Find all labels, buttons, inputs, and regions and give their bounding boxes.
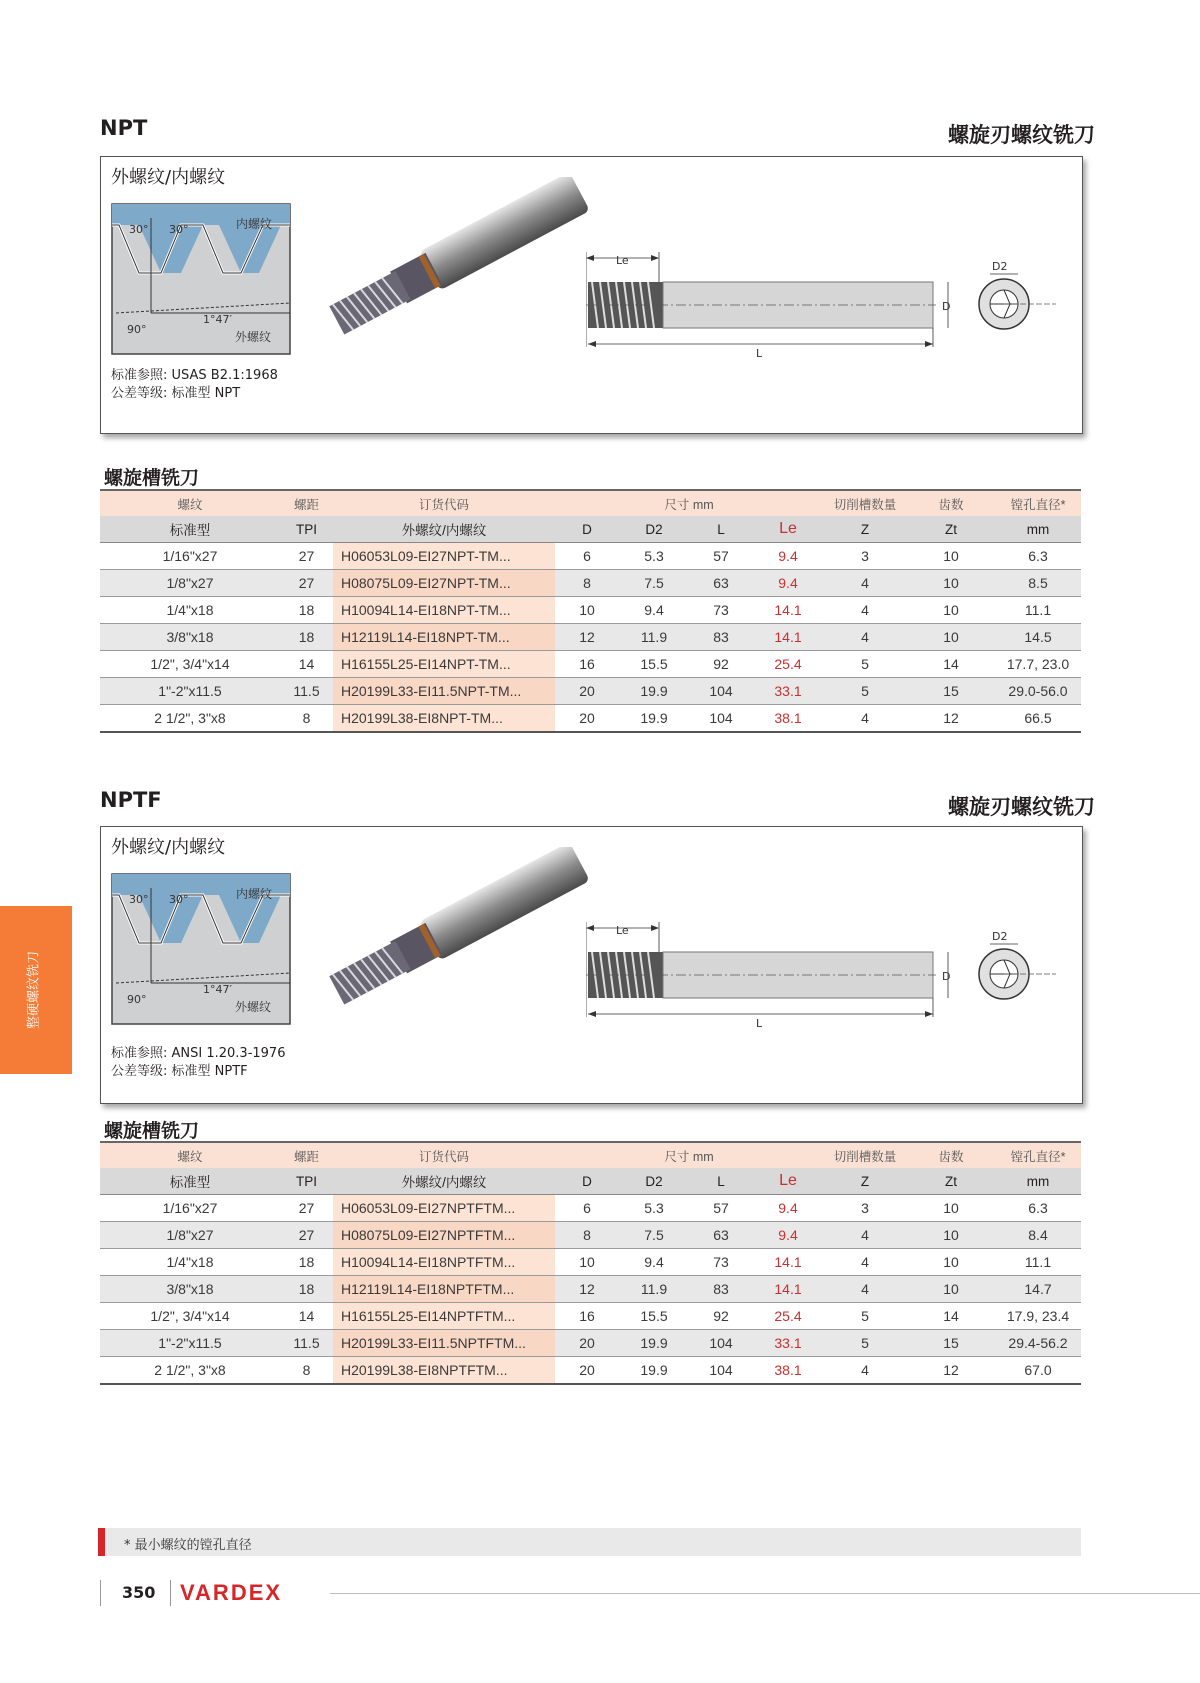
brand-logo: VARDEX: [180, 1580, 283, 1605]
footer-rule: [330, 1593, 1200, 1594]
header-teeth: 齿数: [907, 490, 995, 516]
table-row: [100, 678, 1081, 705]
subheader-mm: mm: [995, 1168, 1081, 1195]
subheader-z: Z: [823, 1168, 907, 1195]
cell-zt: 10: [907, 1222, 995, 1249]
cell-d: 6: [555, 543, 619, 570]
cell-d2: 15.5: [619, 1303, 689, 1330]
cell-tpi: 11.5: [280, 678, 333, 705]
cell-l: 104: [689, 1330, 753, 1357]
cell-order-code: H20199L38-EI8NPTFTM...: [333, 1357, 555, 1385]
cell-tpi: 14: [280, 1303, 333, 1330]
subheader-mm: mm: [995, 516, 1081, 543]
cell-thread-size: 3/8"x18: [100, 1276, 280, 1303]
cell-bore-diameter: 11.1: [995, 1249, 1081, 1276]
figure-box-npt: [100, 156, 1083, 434]
cell-d: 8: [555, 1222, 619, 1249]
standard-reference: 标准参照: USAS B2.1:1968: [111, 368, 278, 383]
footnote-marker: [98, 1528, 105, 1556]
cell-bore-diameter: 11.1: [995, 597, 1081, 624]
cell-d2: 19.9: [619, 1357, 689, 1385]
cell-thread-size: 2 1/2", 3"x8: [100, 705, 280, 733]
cell-le: 9.4: [753, 543, 823, 570]
l-label: L: [756, 1017, 763, 1030]
cell-thread-size: 1"-2"x11.5: [100, 1330, 280, 1357]
cell-bore-diameter: 17.7, 23.0: [995, 651, 1081, 678]
cell-tpi: 8: [280, 1357, 333, 1385]
cell-order-code: H12119L14-EI18NPT-TM...: [333, 624, 555, 651]
cell-l: 63: [689, 1222, 753, 1249]
cell-zt: 15: [907, 1330, 995, 1357]
cell-z: 5: [823, 1330, 907, 1357]
cell-order-code: H20199L33-EI11.5NPT-TM...: [333, 678, 555, 705]
subheader-standard: 标准型: [100, 1168, 280, 1195]
subheader-zt: Zt: [907, 516, 995, 543]
subheader-d2: D2: [619, 1168, 689, 1195]
cell-z: 4: [823, 1249, 907, 1276]
angle-left-text: 30°: [129, 223, 149, 236]
cell-zt: 10: [907, 624, 995, 651]
header-teeth: 齿数: [907, 1142, 995, 1168]
header-dimensions: 尺寸 mm: [555, 1142, 823, 1168]
header-pitch: 螺距: [280, 1142, 333, 1168]
cell-d2: 5.3: [619, 1195, 689, 1222]
table-row: [100, 1249, 1081, 1276]
cell-d2: 7.5: [619, 1222, 689, 1249]
subheader-z: Z: [823, 516, 907, 543]
le-label: Le: [616, 924, 629, 937]
cell-le: 33.1: [753, 1330, 823, 1357]
cell-zt: 12: [907, 1357, 995, 1385]
cell-tpi: 8: [280, 705, 333, 733]
header-pitch: 螺距: [280, 490, 333, 516]
cell-zt: 14: [907, 1303, 995, 1330]
header-flutes: 切削槽数量: [823, 1142, 907, 1168]
subheader-ext-int: 外螺纹/内螺纹: [333, 516, 555, 543]
d2-label: D2: [992, 260, 1008, 273]
cell-bore-diameter: 8.5: [995, 570, 1081, 597]
cell-thread-size: 1/16"x27: [100, 543, 280, 570]
page-divider: [100, 1580, 101, 1606]
cell-d2: 15.5: [619, 651, 689, 678]
footnote-text: * 最小螺纹的镗孔直径: [124, 1538, 252, 1553]
internal-thread-text: 内螺纹: [236, 887, 273, 901]
cell-bore-diameter: 6.3: [995, 543, 1081, 570]
cell-d2: 19.9: [619, 705, 689, 733]
section-code-npt: NPT: [100, 116, 148, 140]
cell-d: 6: [555, 1195, 619, 1222]
table-row: [100, 1222, 1081, 1249]
cell-d: 20: [555, 1330, 619, 1357]
subheader-l: L: [689, 516, 753, 543]
cell-order-code: H08075L09-EI27NPTFTM...: [333, 1222, 555, 1249]
cell-d2: 11.9: [619, 624, 689, 651]
cell-le: 14.1: [753, 1249, 823, 1276]
table-row: [100, 1357, 1081, 1385]
cell-tpi: 18: [280, 624, 333, 651]
table-title-npt: 螺旋槽铣刀: [104, 467, 200, 489]
cell-zt: 14: [907, 651, 995, 678]
cell-d: 10: [555, 1249, 619, 1276]
cell-thread-size: 1/2", 3/4"x14: [100, 651, 280, 678]
figure-label: 外螺纹/内螺纹: [111, 837, 226, 858]
cell-d2: 5.3: [619, 543, 689, 570]
cell-le: 25.4: [753, 651, 823, 678]
cell-l: 57: [689, 1195, 753, 1222]
cell-bore-diameter: 67.0: [995, 1357, 1081, 1385]
subheader-d2: D2: [619, 516, 689, 543]
cell-l: 104: [689, 705, 753, 733]
cell-order-code: H06053L09-EI27NPT-TM...: [333, 543, 555, 570]
table-row: [100, 1303, 1081, 1330]
section-title-npt: 螺旋刃螺纹铣刀: [948, 123, 1095, 147]
cell-l: 73: [689, 1249, 753, 1276]
cell-l: 104: [689, 678, 753, 705]
cell-order-code: H12119L14-EI18NPTFTM...: [333, 1276, 555, 1303]
external-thread-text: 外螺纹: [235, 330, 272, 344]
cell-d: 12: [555, 624, 619, 651]
cell-z: 4: [823, 1357, 907, 1385]
cell-le: 25.4: [753, 1303, 823, 1330]
cell-order-code: H20199L38-EI8NPT-TM...: [333, 705, 555, 733]
spec-table-nptf: [100, 1141, 1081, 1385]
subheader-l: L: [689, 1168, 753, 1195]
table-row: [100, 651, 1081, 678]
cell-tpi: 27: [280, 1195, 333, 1222]
cell-bore-diameter: 14.7: [995, 1276, 1081, 1303]
cell-d: 16: [555, 1303, 619, 1330]
right-angle-text: 90°: [127, 323, 147, 336]
page-number: 350: [122, 1583, 156, 1602]
subheader-tpi: TPI: [280, 516, 333, 543]
cell-l: 104: [689, 1357, 753, 1385]
cell-l: 73: [689, 597, 753, 624]
cell-zt: 10: [907, 1195, 995, 1222]
cell-zt: 15: [907, 678, 995, 705]
header-flutes: 切削槽数量: [823, 490, 907, 516]
table-header-row-2: [100, 516, 1081, 543]
cell-l: 83: [689, 624, 753, 651]
cell-thread-size: 1/4"x18: [100, 597, 280, 624]
cell-d2: 9.4: [619, 1249, 689, 1276]
footnote-bar: [98, 1528, 1081, 1556]
cell-l: 83: [689, 1276, 753, 1303]
section-code-nptf: NPTF: [100, 788, 162, 812]
cell-z: 4: [823, 624, 907, 651]
subheader-le: Le: [753, 1168, 823, 1195]
taper-angle-text: 1°47′: [203, 983, 232, 996]
side-tab-label: 整硬螺纹铣刀: [26, 950, 42, 1030]
cell-d: 20: [555, 678, 619, 705]
cell-thread-size: 1"-2"x11.5: [100, 678, 280, 705]
section-title-nptf: 螺旋刃螺纹铣刀: [948, 795, 1095, 819]
tool-dimension-drawing: [586, 922, 1066, 1032]
angle-left-text: 30°: [129, 893, 149, 906]
cell-tpi: 27: [280, 1222, 333, 1249]
cell-d: 10: [555, 597, 619, 624]
cell-order-code: H10094L14-EI18NPTFTM...: [333, 1249, 555, 1276]
cell-zt: 10: [907, 570, 995, 597]
subheader-zt: Zt: [907, 1168, 995, 1195]
thread-profile-diagram: [111, 873, 291, 1033]
cell-z: 4: [823, 1276, 907, 1303]
cell-thread-size: 1/4"x18: [100, 1249, 280, 1276]
table-header-row-1: [100, 490, 1081, 516]
cell-z: 4: [823, 597, 907, 624]
table-row: [100, 543, 1081, 570]
table-row: [100, 624, 1081, 651]
cell-l: 63: [689, 570, 753, 597]
cell-le: 9.4: [753, 1222, 823, 1249]
cell-z: 4: [823, 570, 907, 597]
figure-box-nptf: [100, 826, 1083, 1104]
standard-reference: 标准参照: ANSI 1.20.3-1976: [111, 1046, 286, 1061]
table-row: [100, 570, 1081, 597]
tool-dimension-drawing: [586, 252, 1066, 362]
table-row: [100, 705, 1081, 733]
table-row: [100, 1195, 1081, 1222]
header-bore-diameter: 镗孔直径*: [995, 1142, 1081, 1168]
header-dimensions: 尺寸 mm: [555, 490, 823, 516]
cell-le: 14.1: [753, 597, 823, 624]
header-thread: 螺纹: [100, 1142, 280, 1168]
cell-z: 5: [823, 651, 907, 678]
subheader-le: Le: [753, 516, 823, 543]
cell-bore-diameter: 6.3: [995, 1195, 1081, 1222]
cell-l: 92: [689, 651, 753, 678]
cell-z: 4: [823, 705, 907, 733]
cell-bore-diameter: 29.0-56.0: [995, 678, 1081, 705]
table-title-nptf: 螺旋槽铣刀: [104, 1120, 200, 1142]
subheader-d: D: [555, 1168, 619, 1195]
cell-d: 16: [555, 651, 619, 678]
angle-right-text: 30°: [169, 893, 189, 906]
cell-le: 38.1: [753, 1357, 823, 1385]
header-thread: 螺纹: [100, 490, 280, 516]
tolerance-class: 公差等级: 标准型 NPTF: [111, 1064, 248, 1079]
cell-thread-size: 1/16"x27: [100, 1195, 280, 1222]
internal-thread-text: 内螺纹: [236, 217, 273, 231]
cell-tpi: 27: [280, 570, 333, 597]
l-label: L: [756, 347, 763, 360]
figure-label: 外螺纹/内螺纹: [111, 167, 226, 188]
cell-z: 5: [823, 1303, 907, 1330]
cell-le: 9.4: [753, 1195, 823, 1222]
cell-d2: 11.9: [619, 1276, 689, 1303]
spec-table-npt: [100, 489, 1081, 733]
cell-d: 8: [555, 570, 619, 597]
cell-z: 5: [823, 678, 907, 705]
tolerance-class: 公差等级: 标准型 NPT: [111, 386, 241, 401]
cell-z: 3: [823, 543, 907, 570]
cell-tpi: 27: [280, 543, 333, 570]
cell-le: 33.1: [753, 678, 823, 705]
le-label: Le: [616, 254, 629, 267]
cell-d: 20: [555, 705, 619, 733]
cell-order-code: H16155L25-EI14NPTFTM...: [333, 1303, 555, 1330]
cell-thread-size: 3/8"x18: [100, 624, 280, 651]
cell-thread-size: 1/2", 3/4"x14: [100, 1303, 280, 1330]
cell-d2: 19.9: [619, 1330, 689, 1357]
cell-zt: 10: [907, 543, 995, 570]
cell-le: 14.1: [753, 1276, 823, 1303]
cell-z: 3: [823, 1195, 907, 1222]
d-label: D: [942, 300, 951, 313]
cell-zt: 10: [907, 1249, 995, 1276]
external-thread-text: 外螺纹: [235, 1000, 272, 1014]
cell-bore-diameter: 17.9, 23.4: [995, 1303, 1081, 1330]
cell-bore-diameter: 14.5: [995, 624, 1081, 651]
page-divider: [170, 1580, 171, 1606]
cell-order-code: H10094L14-EI18NPT-TM...: [333, 597, 555, 624]
standard-block: [111, 367, 278, 403]
angle-right-text: 30°: [169, 223, 189, 236]
header-order-code: 订货代码: [333, 490, 555, 516]
d2-label: D2: [992, 930, 1008, 943]
d-label: D: [942, 970, 951, 983]
taper-angle-text: 1°47′: [203, 313, 232, 326]
cell-tpi: 14: [280, 651, 333, 678]
cell-tpi: 18: [280, 1249, 333, 1276]
table-header-row-1: [100, 1142, 1081, 1168]
header-order-code: 订货代码: [333, 1142, 555, 1168]
tool-photo: [311, 177, 601, 337]
tool-photo: [311, 847, 601, 1007]
cell-d2: 9.4: [619, 597, 689, 624]
table-body-npt: [100, 543, 1081, 733]
cell-zt: 10: [907, 597, 995, 624]
cell-order-code: H16155L25-EI14NPT-TM...: [333, 651, 555, 678]
subheader-tpi: TPI: [280, 1168, 333, 1195]
table-body-nptf: [100, 1195, 1081, 1385]
cell-le: 9.4: [753, 570, 823, 597]
subheader-d: D: [555, 516, 619, 543]
cell-zt: 12: [907, 705, 995, 733]
cell-order-code: H20199L33-EI11.5NPTFTM...: [333, 1330, 555, 1357]
cell-tpi: 11.5: [280, 1330, 333, 1357]
cell-zt: 10: [907, 1276, 995, 1303]
cell-bore-diameter: 66.5: [995, 705, 1081, 733]
cell-l: 57: [689, 543, 753, 570]
cell-l: 92: [689, 1303, 753, 1330]
side-category-tab[interactable]: [0, 906, 72, 1074]
right-angle-text: 90°: [127, 993, 147, 1006]
subheader-standard: 标准型: [100, 516, 280, 543]
table-row: [100, 1276, 1081, 1303]
cell-z: 4: [823, 1222, 907, 1249]
standard-block: [111, 1045, 285, 1081]
cell-d: 12: [555, 1276, 619, 1303]
table-header-row-2: [100, 1168, 1081, 1195]
thread-profile-diagram: [111, 203, 291, 363]
cell-d2: 7.5: [619, 570, 689, 597]
table-row: [100, 597, 1081, 624]
table-row: [100, 1330, 1081, 1357]
cell-thread-size: 1/8"x27: [100, 570, 280, 597]
subheader-ext-int: 外螺纹/内螺纹: [333, 1168, 555, 1195]
cell-thread-size: 1/8"x27: [100, 1222, 280, 1249]
cell-order-code: H08075L09-EI27NPT-TM...: [333, 570, 555, 597]
cell-bore-diameter: 8.4: [995, 1222, 1081, 1249]
cell-order-code: H06053L09-EI27NPTFTM...: [333, 1195, 555, 1222]
cell-le: 14.1: [753, 624, 823, 651]
header-bore-diameter: 镗孔直径*: [995, 490, 1081, 516]
cell-tpi: 18: [280, 597, 333, 624]
cell-d2: 19.9: [619, 678, 689, 705]
cell-d: 20: [555, 1357, 619, 1385]
cell-bore-diameter: 29.4-56.2: [995, 1330, 1081, 1357]
cell-thread-size: 2 1/2", 3"x8: [100, 1357, 280, 1385]
cell-le: 38.1: [753, 705, 823, 733]
cell-tpi: 18: [280, 1276, 333, 1303]
